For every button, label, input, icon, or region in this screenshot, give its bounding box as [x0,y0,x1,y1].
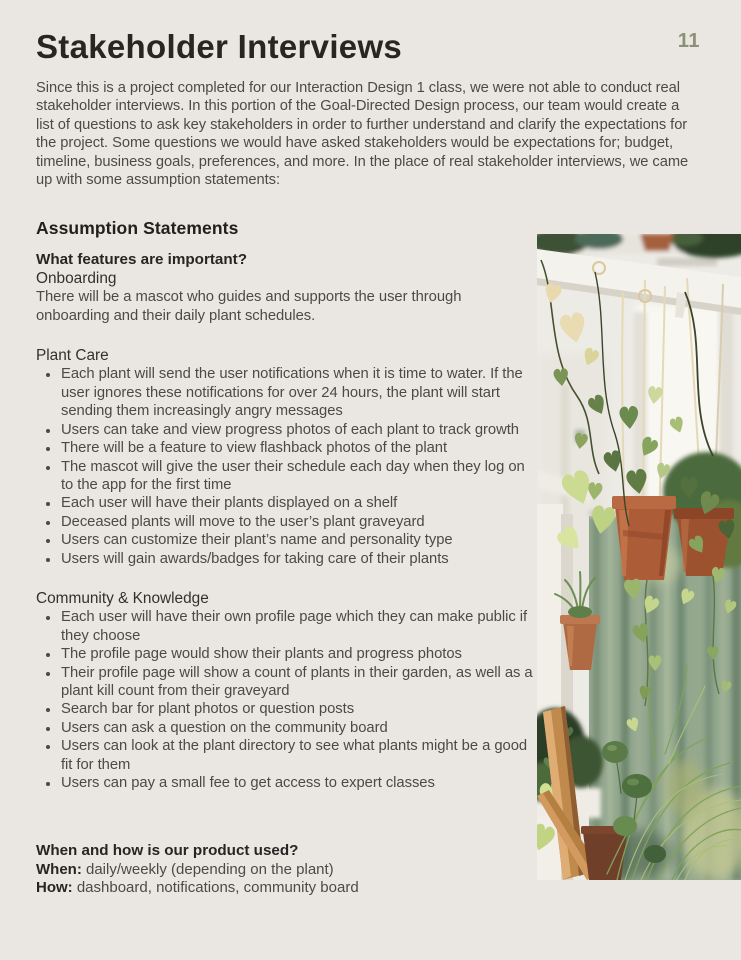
usage-how-line [36,879,705,897]
bullet-item: • Users will gain awards/badges for taking care of their plants [60,550,538,568]
plant-care-bullet-list [36,365,538,567]
assumption-statements-heading: Assumption Statements [36,218,239,239]
section-title-onboarding: Onboarding [36,269,117,287]
bullet-item: • Users can pay a small fee to get access to expert classes [60,774,538,792]
community-bullet-list [36,608,538,792]
greenhouse-plants-photo [537,234,741,880]
intro-paragraph: Since this is a project completed for our Interaction Design 1 class, we were not able to conduct real stakeholder interviews. In this portion of the Goal-Directed Design process, our team would create a list of questions to ask key stakeholders in order to further understand and clarify the expectations for the project. Some questions we would have asked stakeholders would be expectations for; budget, timeline, business goals, preferences, and more. In the place of real stakeholder interviews, we came up with some assumption statements: [36,80,689,189]
plants-photo-illustration [537,234,741,880]
bullet-item: • Users can ask a question on the community board [60,719,538,737]
bullet-item: • There will be a feature to view flashback photos of the plant [60,439,538,457]
bullet-item: • Search bar for plant photos or question posts [60,700,538,718]
page-title: Stakeholder Interviews [36,28,403,65]
bullet-item: • Users can look at the plant directory to see what plants might be a good fit for them [60,737,538,774]
bullet-item: • Their profile page will show a count of plants in their garden, as well as a plant kill count from their graveyard [60,664,538,701]
bullet-item: • The mascot will give the user their schedule each day when they log on to the app for the first time [60,458,538,495]
question-usage: When and how is our product used? [36,842,299,860]
bullet-item: • Users can take and view progress photos of each plant to track growth [60,421,538,439]
onboarding-body: There will be a mascot who guides and supports the user through onboarding and their daily plant schedules. [36,289,462,324]
when-value: daily/weekly (depending on the plant) [86,860,334,878]
bullet-item: • Each user will have their own profile page which they can make public if they choose [60,608,538,645]
question-features: What features are important? [36,251,247,269]
how-label: How: [36,879,73,897]
section-title-plant-care: Plant Care [36,347,109,365]
bullet-item: • Deceased plants will move to the user’s plant graveyard [60,513,538,531]
how-value: dashboard, notifications, community board [76,879,359,897]
bullet-item: • The profile page would show their plants and progress photos [60,645,538,663]
page-number: 11 [677,30,700,52]
bullet-item: • Users can customize their plant’s name and personality type [60,531,538,549]
bullet-item: • Each plant will send the user notifications when it is time to water. If the user ignores these notifications for over 24 hours, the plant will start sending them increasingly angry messages [60,365,538,420]
section-title-community: Community & Knowledge [36,589,209,607]
bullet-item: • Each user will have their plants displayed on a shelf [60,494,538,512]
when-label: When: [36,860,82,878]
